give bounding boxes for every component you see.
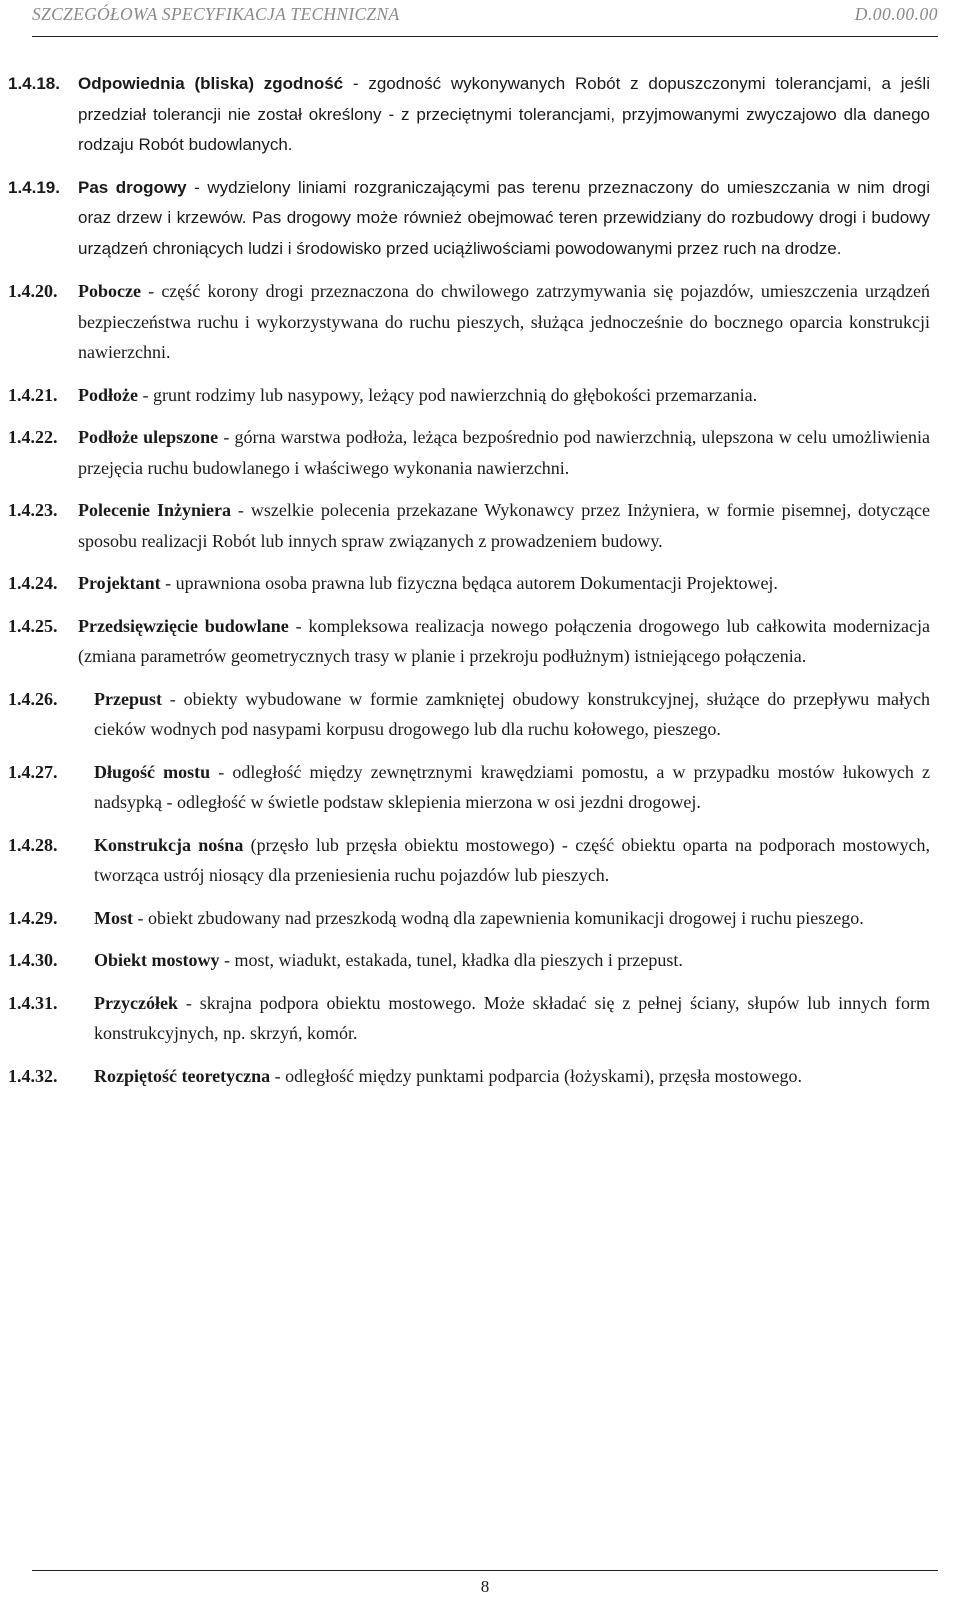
definition-term: Most (94, 907, 133, 928)
definition-1-4-25 (8, 611, 930, 672)
definition-term: Polecenie Inżyniera (78, 500, 231, 520)
definition-number: 1.4.28. (8, 834, 58, 855)
definition-number: 1.4.20. (8, 281, 58, 301)
page-header (32, 4, 938, 37)
page-number: 8 (32, 1570, 938, 1597)
definition-term: Przepust (94, 688, 162, 709)
definition-1-4-22 (8, 422, 930, 483)
definition-1-4-24 (8, 568, 930, 599)
definition-text: (przęsło lub przęsła obiektu mostowego) - część obiektu oparta na podporach mostowych, tworząca ustrój niosący dla przeniesienia ruchu pojazdów lub pieszych. (94, 834, 930, 885)
definition-1-4-23 (8, 495, 930, 556)
definition-term: Długość mostu (94, 761, 211, 782)
definition-term: Podłoże (78, 384, 138, 405)
definition-text: - skrajna podpora obiektu mostowego. Może składać się z pełnej ściany, słupów lub innych form konstrukcyjnych, np. skrzyń, komór. (94, 992, 930, 1043)
definition-1-4-19 (8, 173, 930, 265)
definition-text: - obiekty wybudowane w formie zamkniętej obudowy konstrukcyjnej, służące do przepływu małych cieków wodnych pod nasypami korpusu drogowego lub dla ruchu kołowego, pieszego. (94, 688, 930, 739)
definitions-list (8, 69, 930, 1103)
definition-1-4-20 (8, 276, 930, 368)
definition-number: 1.4.25. (8, 615, 58, 636)
definition-number: 1.4.32. (8, 1065, 58, 1086)
definition-text: - uprawniona osoba prawna lub fizyczna będąca autorem Dokumentacji Projektowej. (160, 573, 778, 593)
definition-text: - część korony drogi przeznaczona do chwilowego zatrzymywania się pojazdów, umieszczenia urządzeń bezpieczeństwa ruchu i wykorzystywana do ruchu pieszych, służąca jednocześnie do bocznego oparcia konstrukcji nawierzchni. (78, 281, 930, 362)
definition-number: 1.4.29. (8, 907, 58, 928)
definition-number: 1.4.18. (8, 74, 60, 93)
definition-1-4-28 (8, 830, 930, 891)
definition-text: - wszelkie polecenia przekazane Wykonawcy przez Inżyniera, w formie pisemnej, dotyczące sposobu realizacji Robót lub innych spraw związanych z prowadzeniem budowy. (78, 500, 931, 551)
definition-term: Pas drogowy (78, 177, 187, 197)
definition-number: 1.4.27. (8, 761, 58, 782)
definition-term: Obiekt mostowy (94, 950, 220, 970)
definition-text: - wydzielony liniami rozgraniczającymi pas terenu przeznaczony do umieszczania w nim drogi oraz drzew i krzewów. Pas drogowy może również obejmować teren przewidziany do rozbudowy drogi i budowy urządzeń chroniących ludzi i środowisko przed uciążliwościami powodowanymi przez ruch na drodze. (78, 177, 930, 258)
document-code: D.00.00.00 (854, 4, 938, 24)
definition-number: 1.4.22. (8, 427, 58, 447)
definition-number: 1.4.31. (8, 992, 58, 1013)
definition-term: Podłoże ulepszone (78, 427, 219, 447)
definition-term: Przyczółek (94, 992, 178, 1013)
definition-text: - górna warstwa podłoża, leżąca bezpośrednio pod nawierzchnią, ulepszona w celu umożliwienia przejęcia ruchu budowlanego i właściwego wykonania nawierzchni. (78, 427, 930, 478)
document-title: SZCZEGÓŁOWA SPECYFIKACJA TECHNICZNA (32, 4, 400, 24)
definition-text: - odległość między zewnętrznymi krawędziami pomostu, a w przypadku mostów łukowych z nadsypką - odległość w świetle podstaw sklepienia mierzona w osi jezdni drogowej. (94, 761, 930, 812)
definition-1-4-18 (8, 69, 930, 161)
definition-text: - obiekt zbudowany nad przeszkodą wodną dla zapewnienia komunikacji drogowej i ruchu pieszego. (133, 907, 864, 928)
definition-number: 1.4.26. (8, 688, 58, 709)
definition-number: 1.4.19. (8, 177, 60, 197)
definition-text: - grunt rodzimy lub nasypowy, leżący pod nawierzchnią do głębokości przemarzania. (138, 384, 758, 405)
definition-1-4-32 (8, 1061, 930, 1092)
definition-term: Rozpiętość teoretyczna (94, 1065, 271, 1086)
definition-1-4-31 (8, 988, 930, 1049)
definition-term: Pobocze (78, 281, 141, 301)
definition-1-4-30 (8, 945, 930, 976)
definition-number: 1.4.30. (8, 950, 58, 970)
definition-term: Konstrukcja nośna (94, 834, 244, 855)
definition-number: 1.4.23. (8, 500, 58, 520)
definition-text: - zgodność wykonywanych Robót z dopuszczonymi tolerancjami, a jeśli przedział tolerancji nie został określony - z przeciętnymi tolerancjami, przyjmowanymi zwyczajowo dla danego rodzaju Robót budowlanych. (78, 74, 930, 154)
definition-1-4-21 (8, 380, 930, 411)
definition-text: - most, wiadukt, estakada, tunel, kładka dla pieszych i przepust. (219, 950, 683, 970)
definition-term: Odpowiednia (bliska) zgodność (78, 74, 344, 93)
definition-text: - odległość między punktami podparcia (łożyskami), przęsła mostowego. (270, 1065, 802, 1086)
definition-number: 1.4.24. (8, 573, 58, 593)
definition-number: 1.4.21. (8, 384, 58, 405)
definition-text: - kompleksowa realizacja nowego połączenia drogowego lub całkowita modernizacja (zmiana parametrów geometrycznych trasy w planie i przekroju podłużnym) istniejącego połączenia. (78, 615, 930, 666)
definition-1-4-27 (8, 757, 930, 818)
definition-term: Projektant (78, 573, 161, 593)
definition-1-4-26 (8, 684, 930, 745)
definition-1-4-29 (8, 903, 930, 934)
definition-term: Przedsięwzięcie budowlane (78, 615, 289, 636)
